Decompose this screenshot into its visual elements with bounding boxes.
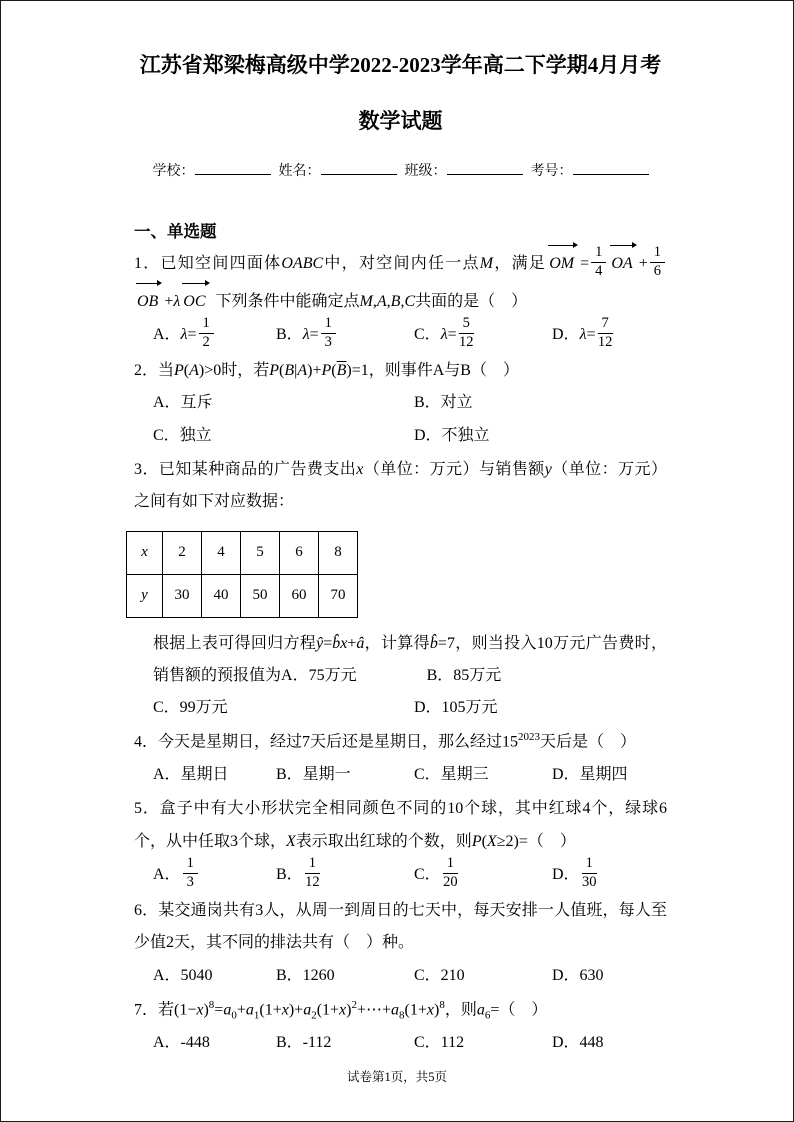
question-4-option-a: A．星期日 [153, 766, 229, 784]
question-2-option-a: A．互斥 [153, 394, 213, 412]
table-cell: 60 [280, 574, 319, 617]
page-footer: 试卷第1页，共5页 [346, 1070, 447, 1084]
table-cell: 70 [319, 574, 358, 617]
name-blank-line [321, 159, 397, 175]
exam-no-blank-line [573, 159, 649, 175]
question-5-stem: 5．盒子中有大小形状完全相同颜色不同的10个球，其中红球4个，绿球6个，从中任取3个球，X表示取出红球的个数，则P(X≥2)=（ ） [134, 800, 667, 850]
question-5-options [134, 855, 667, 893]
question-5 [134, 793, 667, 893]
table-cell: 2 [163, 531, 202, 574]
table-cell: x [127, 531, 163, 574]
question-2-option-b: B．对立 [414, 394, 473, 412]
school-label: 学校： [152, 164, 195, 179]
question-3-after-table [134, 628, 667, 693]
question-1-options [134, 315, 667, 353]
question-1-option-c: C．λ= $\frac{5}{12}$ [414, 315, 474, 351]
q3-data-table [126, 531, 358, 618]
question-4 [134, 726, 667, 791]
question-6-option-b: B．1260 [276, 966, 335, 984]
question-3-options-cd [134, 692, 667, 724]
question-3-option-c: C．99万元 [153, 699, 228, 717]
table-cell: 50 [241, 574, 280, 617]
exam-no-label: 考号： [530, 164, 573, 179]
table-cell: y [127, 574, 163, 617]
table-cell: 5 [241, 531, 280, 574]
question-2-option-d: D．不独立 [414, 426, 490, 444]
exam-title-line1: 江苏省郑梁梅高级中学2022-2023学年高二下学期4月月考 [139, 53, 662, 77]
question-3-option-d: D．105万元 [414, 699, 498, 717]
table-cell: 40 [202, 574, 241, 617]
q3-regression-text: 根据上表可得回归方程ŷ=b̂x+â，计算得b̂=7，则当投入10万元广告费时，销售额的预报值为 [153, 634, 667, 684]
question-4-option-c: C．星期三 [414, 766, 489, 784]
class-label: 班级： [404, 164, 447, 179]
table-row-x [127, 531, 358, 574]
field-exam-no [531, 159, 649, 180]
question-1-option-a: A．λ= $\frac{1}{2}$ [153, 318, 276, 353]
question-7-stem: 7．若$(1-x)^8=a_0+a_1(1+x)+a_2(1+x)^2+\cdots+a_8(1+x)^8$，则$a_6=$（ ） [134, 998, 548, 1022]
question-5-option-d: D． $\frac{1}{30}$ [552, 855, 597, 890]
question-7-options [134, 1027, 667, 1059]
question-6-option-a: A．5040 [153, 966, 213, 984]
question-6-stem: 6．某交通岗共有3人，从周一到周日的七天中，每天安排一人值班，每人至少值2天，其不同的排法共有（ ）种。 [134, 901, 667, 952]
question-1 [134, 244, 667, 353]
question-3-stem: 3．已知某种商品的广告费支出x（单位：万元）与销售额y（单位：万元）之间有如下对应数据： [134, 460, 667, 511]
field-class [405, 159, 523, 180]
question-7 [134, 994, 667, 1059]
question-7-option-d: D．448 [552, 1033, 604, 1051]
question-6-options [134, 960, 667, 992]
table-row-y [127, 574, 358, 617]
question-5-option-c: C． $\frac{1}{20}$ [414, 855, 458, 890]
question-6 [134, 895, 667, 992]
question-3 [134, 454, 667, 725]
question-1-option-b: B．λ= $\frac{1}{3}$ [276, 318, 414, 353]
question-1-option-d: D．λ= $\frac{7}{12}$ [552, 315, 613, 351]
page-content [1, 1, 793, 1059]
table-cell: 30 [163, 574, 202, 617]
question-2-options [134, 387, 667, 452]
exam-title [134, 49, 667, 135]
table-cell: 8 [319, 531, 358, 574]
question-5-option-a: A． $\frac{1}{3}$ [153, 858, 276, 893]
question-4-stem: 4．今天是星期日，经过7天后还是星期日，那么经过$15^{2023}$天后是（ ） [134, 731, 637, 751]
school-blank-line [195, 159, 271, 175]
question-3-option-a: A．75万元 [281, 666, 357, 684]
question-4-options [134, 759, 667, 791]
exam-title-line2: 数学试题 [358, 109, 443, 133]
question-5-option-b: B． $\frac{1}{12}$ [276, 855, 320, 890]
header-fields [134, 159, 667, 180]
question-7-option-b: B．-112 [276, 1033, 332, 1051]
question-2-stem: 2．当P(A)>0时，若$P(B|A)+P(\overline{B})=1$，则事件A与B（ ） [134, 361, 519, 379]
question-2-option-c: C．独立 [153, 426, 212, 444]
table-cell: 4 [202, 531, 241, 574]
question-6-option-d: D．630 [552, 966, 604, 984]
question-4-option-d: D．星期四 [552, 766, 628, 784]
question-6-option-c: C．210 [414, 966, 465, 984]
question-7-option-c: C．112 [414, 1033, 465, 1051]
question-2 [134, 355, 667, 452]
question-1-stem: 1．已知空间四面体OABC中，对空间内任一点M，满足 OM = $\frac{1}{4}$ OA + $\frac{1}{6}$ OB +λ OC 下列条件中能确定点M,A,B,C共面的是（ ） [134, 244, 667, 318]
field-name [279, 159, 397, 180]
question-7-option-a: A．-448 [153, 1033, 210, 1051]
question-3-option-b: B．85万元 [426, 666, 502, 684]
class-blank-line [447, 159, 523, 175]
question-4-option-b: B．星期一 [276, 766, 351, 784]
table-cell: 6 [280, 531, 319, 574]
section-heading-single-choice: 一、单选题 [134, 222, 217, 241]
name-label: 姓名： [278, 164, 321, 179]
field-school [153, 159, 271, 180]
